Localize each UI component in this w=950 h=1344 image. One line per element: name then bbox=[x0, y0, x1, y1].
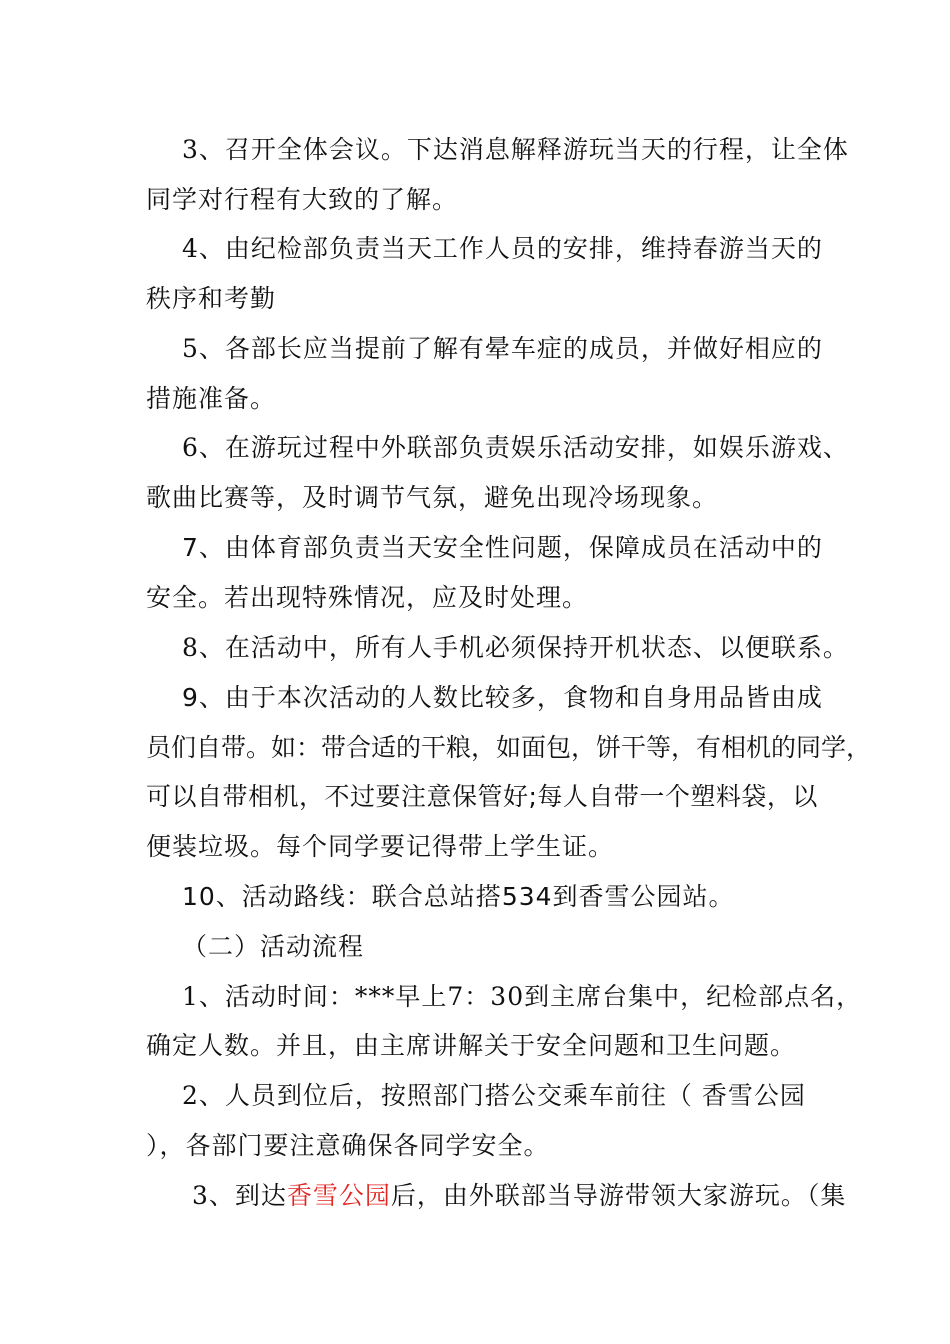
paragraph-line: 歌曲比赛等，及时调节气氛，避免出现冷场现象。 bbox=[146, 483, 719, 512]
line-suffix: 后，由外联部当导游带领大家游玩。（集 bbox=[390, 1181, 847, 1210]
paragraph-line: 可以自带相机，不过要注意保管好;每人自带一个塑料袋，以 bbox=[146, 782, 818, 811]
paragraph-line: 9、由于本次活动的人数比较多，食物和自身用品皆由成 bbox=[182, 683, 823, 712]
paragraph-line: 5、各部长应当提前了解有晕车症的成员，并做好相应的 bbox=[182, 334, 823, 363]
paragraph-line: 秩序和考勤 bbox=[146, 284, 277, 313]
paragraph-line: 6、在游玩过程中外联部负责娱乐活动安排，如娱乐游戏、 bbox=[182, 433, 849, 462]
paragraph-line: 措施准备。 bbox=[146, 384, 277, 413]
paragraph-line: ），各部门要注意确保各同学安全。 bbox=[146, 1131, 550, 1160]
paragraph-line: 8、在活动中，所有人手机必须保持开机状态、以便联系。 bbox=[182, 633, 849, 662]
paragraph-line: 员们自带。如：带合适的干粮，如面包，饼干等，有相机的同学， bbox=[146, 733, 872, 762]
highlighted-place-name: 香雪公园 bbox=[286, 1181, 391, 1210]
paragraph-line: 同学对行程有大致的了解。 bbox=[146, 185, 459, 214]
section-heading: （二）活动流程 bbox=[182, 932, 365, 961]
paragraph-line: 4、由纪检部负责当天工作人员的安排，维持春游当天的 bbox=[182, 234, 823, 263]
paragraph-line: 确定人数。并且，由主席讲解关于安全问题和卫生问题。 bbox=[146, 1031, 797, 1060]
paragraph-line: 7、由体育部负责当天安全性问题，保障成员在活动中的 bbox=[182, 533, 823, 562]
route-line: 10、活动路线：联合总站搭534到香雪公园站。 bbox=[182, 882, 735, 911]
paragraph-line: 2、人员到位后，按照部门搭公交乘车前往（ 香雪公园 bbox=[182, 1081, 806, 1110]
paragraph-line-with-highlight bbox=[192, 1179, 846, 1213]
paragraph-line: 3、召开全体会议。下达消息解释游玩当天的行程，让全体 bbox=[182, 135, 849, 164]
paragraph-line: 安全。若出现特殊情况，应及时处理。 bbox=[146, 583, 589, 612]
paragraph-line: 1、活动时间：***早上7：30到主席台集中，纪检部点名， bbox=[182, 982, 863, 1011]
line-prefix: 3、到达 bbox=[192, 1181, 287, 1210]
paragraph-line: 便装垃圾。每个同学要记得带上学生证。 bbox=[146, 832, 615, 861]
